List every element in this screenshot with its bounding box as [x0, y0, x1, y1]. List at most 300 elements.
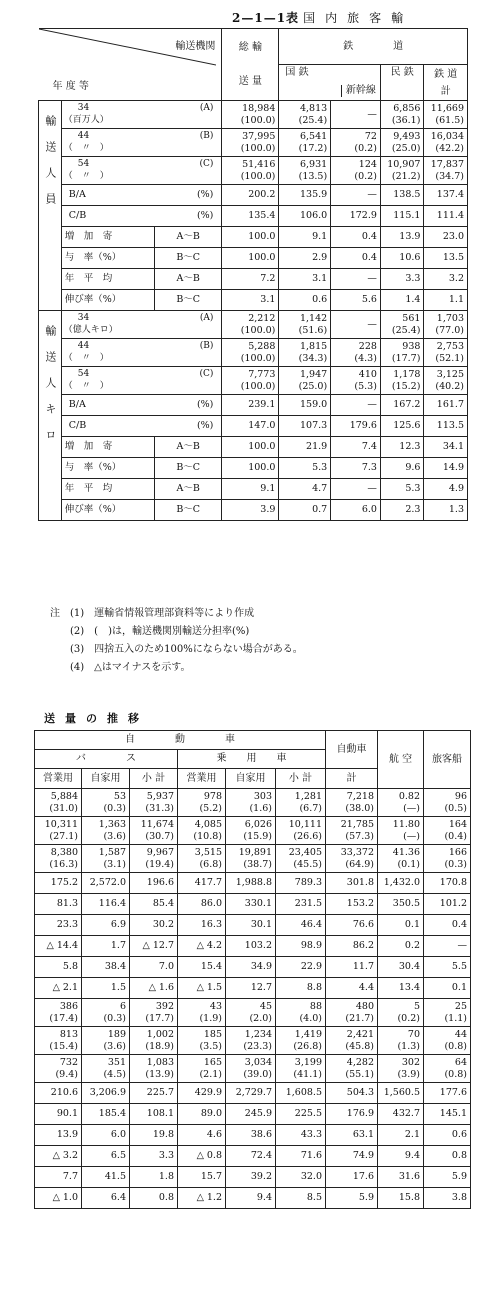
cell-rt: 4.9: [424, 479, 468, 500]
row-period: B～C: [155, 290, 222, 311]
data-cell: 0.6: [424, 1125, 471, 1146]
cell-pr: 9,493 (25.0): [380, 129, 424, 157]
table-row: [35, 1125, 471, 1146]
row-period: A～B: [155, 227, 222, 248]
cell-sh: 7.3: [331, 458, 381, 479]
cell-rt: 1,703 (77.0): [424, 311, 468, 339]
row-label: [61, 367, 222, 395]
data-cell: 0.82 (—): [378, 789, 424, 817]
header-bus-subtotal: 小 計: [130, 769, 178, 789]
data-cell: 5.8: [35, 957, 82, 978]
data-cell: 1,587 (3.1): [82, 845, 130, 873]
row-label: 与 率（%）: [61, 458, 154, 479]
note-4: (4) △はマイナスを示す。: [70, 662, 191, 673]
data-cell: 4.4: [326, 978, 378, 999]
row-label: B/A (%): [61, 185, 222, 206]
data-cell: 76.6: [326, 915, 378, 936]
data-cell: 39.2: [226, 1167, 276, 1188]
data-cell: 1.5: [82, 978, 130, 999]
cell-rt: 17,837 (34.7): [424, 157, 468, 185]
cell-sh: 172.9: [331, 206, 381, 227]
cell-rt: 2,753 (52.1): [424, 339, 468, 367]
header-bus: バ ス: [35, 750, 178, 769]
cell-pr: 10.6: [380, 248, 424, 269]
cell-pr: 12.3: [380, 437, 424, 458]
table-row: [35, 1167, 471, 1188]
data-cell: 10,311 (27.1): [35, 817, 82, 845]
row-label: [61, 339, 222, 367]
row-period: A～B: [155, 269, 222, 290]
cell-pr: 9.6: [380, 458, 424, 479]
data-cell: 330.1: [226, 894, 276, 915]
cell-sh: 410 (5.3): [331, 367, 381, 395]
data-cell: 5.9: [424, 1167, 471, 1188]
data-cell: 145.1: [424, 1104, 471, 1125]
cell-tot: 9.1: [222, 479, 279, 500]
data-cell: 12.7: [226, 978, 276, 999]
data-cell: 1,988.8: [226, 873, 276, 894]
data-cell: 789.3: [276, 873, 326, 894]
data-cell: 11.7: [326, 957, 378, 978]
row-label: 年 平 均: [61, 269, 154, 290]
data-cell: 43 (1.9): [178, 999, 226, 1027]
cell-jnr: 107.3: [279, 416, 331, 437]
data-cell: 22.9: [276, 957, 326, 978]
cell-tot: 100.0: [222, 458, 279, 479]
table-row: [39, 339, 468, 367]
data-cell: 1,002 (18.9): [130, 1027, 178, 1055]
table-row: [35, 915, 471, 936]
data-cell: 108.1: [130, 1104, 178, 1125]
data-cell: 231.5: [276, 894, 326, 915]
header-mode: 輸送機関: [175, 41, 216, 52]
cell-pr: 10,907 (21.2): [380, 157, 424, 185]
row-period: B～C: [155, 458, 222, 479]
cell-jnr: 9.1: [279, 227, 331, 248]
cell-rt: 34.1: [424, 437, 468, 458]
table-row: [39, 157, 468, 185]
cell-jnr: 1,947 (25.0): [279, 367, 331, 395]
data-cell: 164 (0.4): [424, 817, 471, 845]
data-cell: 0.2: [378, 936, 424, 957]
header-jnr: 国 鉄: [285, 67, 309, 78]
table-row: [39, 206, 468, 227]
road-air-sea-table: [34, 730, 471, 1209]
data-cell: 185.4: [82, 1104, 130, 1125]
cell-tot: 51,416 (100.0): [222, 157, 279, 185]
row-label: [61, 157, 222, 185]
data-cell: 0.4: [424, 915, 471, 936]
data-cell: 4,085 (10.8): [178, 817, 226, 845]
data-cell: 1.7: [82, 936, 130, 957]
row-label: 年 平 均: [61, 479, 154, 500]
cell-sh: 228 (4.3): [331, 339, 381, 367]
row-label: 増 加 寄: [61, 227, 154, 248]
data-cell: 5.9: [326, 1188, 378, 1209]
cell-pr: 3.3: [380, 269, 424, 290]
data-cell: 6.4: [82, 1188, 130, 1209]
data-cell: 8.8: [276, 978, 326, 999]
cell-tot: 3.1: [222, 290, 279, 311]
header-car-subtotal: 小 計: [276, 769, 326, 789]
cell-pr: 2.3: [380, 500, 424, 521]
data-cell: 11,674 (30.7): [130, 817, 178, 845]
header-jnr-group: [279, 65, 381, 101]
data-cell: 0.1: [378, 915, 424, 936]
cell-jnr: 135.9: [279, 185, 331, 206]
cell-rt: 113.5: [424, 416, 468, 437]
data-cell: 19,891 (38.7): [226, 845, 276, 873]
data-cell: 81.3: [35, 894, 82, 915]
data-cell: 7.0: [130, 957, 178, 978]
row-label: [61, 101, 222, 129]
row-label: 与 率（%）: [61, 248, 154, 269]
header-air: 航 空: [378, 731, 424, 789]
data-cell: 175.2: [35, 873, 82, 894]
data-cell: 480 (21.7): [326, 999, 378, 1027]
cell-jnr: 106.0: [279, 206, 331, 227]
cell-jnr: 0.7: [279, 500, 331, 521]
data-cell: 189 (3.6): [82, 1027, 130, 1055]
table-title-text: 国内旅客輸: [303, 11, 414, 25]
header-truck: 自動車: [326, 731, 378, 769]
cell-rt: 14.9: [424, 458, 468, 479]
cell-jnr: 1,815 (34.3): [279, 339, 331, 367]
cell-sh: —: [331, 479, 381, 500]
data-cell: 5 (0.2): [378, 999, 424, 1027]
cell-pr: 167.2: [380, 395, 424, 416]
row-code: (A): [199, 103, 214, 113]
cell-pr: 1,178 (15.2): [380, 367, 424, 395]
data-cell: △ 1.0: [35, 1188, 82, 1209]
data-cell: 21,785 (57.3): [326, 817, 378, 845]
data-cell: 43.3: [276, 1125, 326, 1146]
data-cell: 13.9: [35, 1125, 82, 1146]
row-period: B～C: [155, 500, 222, 521]
cell-tot: 135.4: [222, 206, 279, 227]
data-cell: 6.0: [82, 1125, 130, 1146]
data-cell: 6.9: [82, 915, 130, 936]
cell-tot: 3.9: [222, 500, 279, 521]
header-car-commercial: 営業用: [178, 769, 226, 789]
table-row: [35, 936, 471, 957]
data-cell: 1,432.0: [378, 873, 424, 894]
passengers-section-label: 輸 送 人 員: [39, 101, 62, 311]
data-cell: 978 (5.2): [178, 789, 226, 817]
data-cell: 72.4: [226, 1146, 276, 1167]
cell-tot: 100.0: [222, 227, 279, 248]
cell-rt: 3.2: [424, 269, 468, 290]
cell-rt: 16,034 (42.2): [424, 129, 468, 157]
data-cell: 185 (3.5): [178, 1027, 226, 1055]
data-cell: 813 (15.4): [35, 1027, 82, 1055]
cell-rt: 23.0: [424, 227, 468, 248]
data-cell: 1,560.5: [378, 1083, 424, 1104]
data-cell: 0.8: [130, 1188, 178, 1209]
cell-pr: 6,856 (36.1): [380, 101, 424, 129]
table-row: [39, 311, 468, 339]
table-title: [232, 9, 413, 26]
data-cell: △ 1.2: [178, 1188, 226, 1209]
cell-sh: 6.0: [331, 500, 381, 521]
data-cell: △ 3.2: [35, 1146, 82, 1167]
data-cell: 8.5: [276, 1188, 326, 1209]
data-cell: 15.8: [378, 1188, 424, 1209]
data-cell: 3.8: [424, 1188, 471, 1209]
data-cell: 1,083 (13.9): [130, 1055, 178, 1083]
data-cell: 41.5: [82, 1167, 130, 1188]
row-period: A～B: [155, 437, 222, 458]
data-cell: 23.3: [35, 915, 82, 936]
row-year: 44: [77, 341, 90, 351]
data-cell: 9.4: [226, 1188, 276, 1209]
data-cell: 3,515 (6.8): [178, 845, 226, 873]
table-row: [35, 978, 471, 999]
cell-tot: 7.2: [222, 269, 279, 290]
data-cell: 31.6: [378, 1167, 424, 1188]
data-cell: 53 (0.3): [82, 789, 130, 817]
cell-tot: 100.0: [222, 248, 279, 269]
cell-jnr: 6,541 (17.2): [279, 129, 331, 157]
data-cell: 1,363 (3.6): [82, 817, 130, 845]
data-cell: 7.7: [35, 1167, 82, 1188]
data-cell: 302 (3.9): [378, 1055, 424, 1083]
header-corner: [39, 29, 222, 101]
row-year: 34: [77, 103, 90, 113]
data-cell: 89.0: [178, 1104, 226, 1125]
data-cell: 301.8: [326, 873, 378, 894]
data-cell: 13.4: [378, 978, 424, 999]
cell-sh: —: [331, 395, 381, 416]
cell-pr: 1.4: [380, 290, 424, 311]
cell-tot: 2,212 (100.0): [222, 311, 279, 339]
header-bus-commercial: 営業用: [35, 769, 82, 789]
cell-sh: 179.6: [331, 416, 381, 437]
data-cell: 153.2: [326, 894, 378, 915]
data-cell: 392 (17.7): [130, 999, 178, 1027]
cell-jnr: 159.0: [279, 395, 331, 416]
data-cell: 225.5: [276, 1104, 326, 1125]
data-cell: 38.4: [82, 957, 130, 978]
data-cell: 210.6: [35, 1083, 82, 1104]
cell-sh: 124 (0.2): [331, 157, 381, 185]
header-ship: 旅客船: [424, 731, 471, 789]
data-cell: 5,884 (31.0): [35, 789, 82, 817]
data-cell: 86.2: [326, 936, 378, 957]
data-cell: 351 (4.5): [82, 1055, 130, 1083]
table-row: [39, 290, 468, 311]
data-cell: 70 (1.3): [378, 1027, 424, 1055]
row-year: 54: [77, 159, 90, 169]
note-2: (2) ( )は，輸送機関別輸送分担率(%): [70, 626, 250, 637]
row-label: C/B (%): [61, 206, 222, 227]
table-row: [35, 1146, 471, 1167]
table-row: [39, 458, 468, 479]
data-cell: 1,234 (23.3): [226, 1027, 276, 1055]
data-cell: 177.6: [424, 1083, 471, 1104]
data-cell: 6.5: [82, 1146, 130, 1167]
row-code: (B): [199, 131, 214, 141]
data-cell: 429.9: [178, 1083, 226, 1104]
cell-tot: 18,984 (100.0): [222, 101, 279, 129]
table-row: [35, 1104, 471, 1125]
data-cell: 1,281 (6.7): [276, 789, 326, 817]
row-period: B～C: [155, 248, 222, 269]
data-cell: 3,199 (41.1): [276, 1055, 326, 1083]
row-unit: （ 〃 ）: [63, 381, 109, 391]
data-cell: 33,372 (64.9): [326, 845, 378, 873]
data-cell: 88 (4.0): [276, 999, 326, 1027]
row-label: [61, 129, 222, 157]
table-row: [39, 479, 468, 500]
row-year: 54: [77, 369, 90, 379]
cell-rt: 13.5: [424, 248, 468, 269]
data-cell: 1,419 (26.8): [276, 1027, 326, 1055]
cell-sh: 72 (0.2): [331, 129, 381, 157]
data-cell: 9.4: [378, 1146, 424, 1167]
cell-jnr: 6,931 (13.5): [279, 157, 331, 185]
data-cell: 504.3: [326, 1083, 378, 1104]
data-cell: 303 (1.6): [226, 789, 276, 817]
cell-rt: 1.3: [424, 500, 468, 521]
row-label: 伸び率（%）: [61, 290, 154, 311]
data-cell: 417.7: [178, 873, 226, 894]
cell-tot: 200.2: [222, 185, 279, 206]
data-cell: —: [424, 936, 471, 957]
data-cell: 196.6: [130, 873, 178, 894]
table-row: [39, 500, 468, 521]
header-shinkansen: 新幹線: [341, 85, 376, 97]
table-number: 2—1—1表: [232, 11, 300, 25]
data-cell: 15.7: [178, 1167, 226, 1188]
cell-rt: 111.4: [424, 206, 468, 227]
cell-pr: 938 (17.7): [380, 339, 424, 367]
cell-tot: 147.0: [222, 416, 279, 437]
cell-tot: 37,995 (100.0): [222, 129, 279, 157]
data-cell: 165 (2.1): [178, 1055, 226, 1083]
table-row: [35, 1027, 471, 1055]
table-row: [35, 1188, 471, 1209]
data-cell: 30.2: [130, 915, 178, 936]
data-cell: 245.9: [226, 1104, 276, 1125]
data-cell: 86.0: [178, 894, 226, 915]
row-label: 伸び率（%）: [61, 500, 154, 521]
cell-jnr: 4.7: [279, 479, 331, 500]
cell-jnr: 5.3: [279, 458, 331, 479]
cell-pr: 138.5: [380, 185, 424, 206]
row-label: [61, 311, 222, 339]
data-cell: 1,608.5: [276, 1083, 326, 1104]
data-cell: 6 (0.3): [82, 999, 130, 1027]
table-row: [39, 437, 468, 458]
data-cell: △ 12.7: [130, 936, 178, 957]
cell-sh: —: [331, 311, 381, 339]
cell-jnr: 21.9: [279, 437, 331, 458]
cell-jnr: 2.9: [279, 248, 331, 269]
header-auto: 自 動 車: [35, 731, 326, 750]
data-cell: 44 (0.8): [424, 1027, 471, 1055]
notes: [50, 605, 303, 677]
data-cell: △ 0.8: [178, 1146, 226, 1167]
data-cell: △ 4.2: [178, 936, 226, 957]
table-row: [39, 395, 468, 416]
cell-pr: 115.1: [380, 206, 424, 227]
table-row: [35, 1083, 471, 1104]
data-cell: 2.1: [378, 1125, 424, 1146]
data-cell: 15.4: [178, 957, 226, 978]
data-cell: 2,572.0: [82, 873, 130, 894]
data-cell: 30.4: [378, 957, 424, 978]
row-period: A～B: [155, 479, 222, 500]
cell-jnr: 0.6: [279, 290, 331, 311]
data-cell: 5.5: [424, 957, 471, 978]
data-cell: 432.7: [378, 1104, 424, 1125]
data-cell: 1.8: [130, 1167, 178, 1188]
data-cell: △ 2.1: [35, 978, 82, 999]
cell-tot: 100.0: [222, 437, 279, 458]
data-cell: 32.0: [276, 1167, 326, 1188]
data-cell: 4.6: [178, 1125, 226, 1146]
data-cell: 732 (9.4): [35, 1055, 82, 1083]
row-code: (A): [199, 313, 214, 323]
data-cell: 386 (17.4): [35, 999, 82, 1027]
table-row: [39, 227, 468, 248]
data-cell: 74.9: [326, 1146, 378, 1167]
row-unit: （ 〃 ）: [63, 143, 109, 153]
header-total: 総 輸 送 量: [222, 29, 279, 101]
data-cell: △ 1.5: [178, 978, 226, 999]
data-cell: 25 (1.1): [424, 999, 471, 1027]
table-row: [39, 129, 468, 157]
data-cell: 3,034 (39.0): [226, 1055, 276, 1083]
data-cell: 16.3: [178, 915, 226, 936]
header-car: 乗 用 車: [178, 750, 326, 769]
data-cell: 225.7: [130, 1083, 178, 1104]
row-label: 増 加 寄: [61, 437, 154, 458]
row-label: C/B (%): [61, 416, 222, 437]
row-unit: （億人キロ）: [63, 325, 118, 335]
cell-rt: 3,125 (40.2): [424, 367, 468, 395]
cell-jnr: 4,813 (25.4): [279, 101, 331, 129]
data-cell: 176.9: [326, 1104, 378, 1125]
table-row: [35, 1055, 471, 1083]
data-cell: 64 (0.8): [424, 1055, 471, 1083]
table-row: [39, 101, 468, 129]
row-year: 44: [77, 131, 90, 141]
data-cell: 38.6: [226, 1125, 276, 1146]
note-1: 注 (1) 運輸省情報管理部資料等により作成: [50, 608, 255, 619]
cell-tot: 239.1: [222, 395, 279, 416]
data-cell: 45 (2.0): [226, 999, 276, 1027]
table-row: [39, 185, 468, 206]
cell-sh: 5.6: [331, 290, 381, 311]
cell-tot: 7,773 (100.0): [222, 367, 279, 395]
data-cell: 10,111 (26.6): [276, 817, 326, 845]
data-cell: 7,218 (38.0): [326, 789, 378, 817]
table-row: [35, 817, 471, 845]
data-cell: 350.5: [378, 894, 424, 915]
header-year: 年 度 等: [52, 81, 89, 92]
data-cell: 170.8: [424, 873, 471, 894]
cell-sh: 7.4: [331, 437, 381, 458]
data-cell: 11.80 (—): [378, 817, 424, 845]
data-cell: 166 (0.3): [424, 845, 471, 873]
data-cell: 9,967 (19.4): [130, 845, 178, 873]
row-unit: （ 〃 ）: [63, 353, 109, 363]
header-railtotal: 鉄 道 計: [424, 65, 468, 101]
data-cell: 103.2: [226, 936, 276, 957]
table-row: [39, 416, 468, 437]
